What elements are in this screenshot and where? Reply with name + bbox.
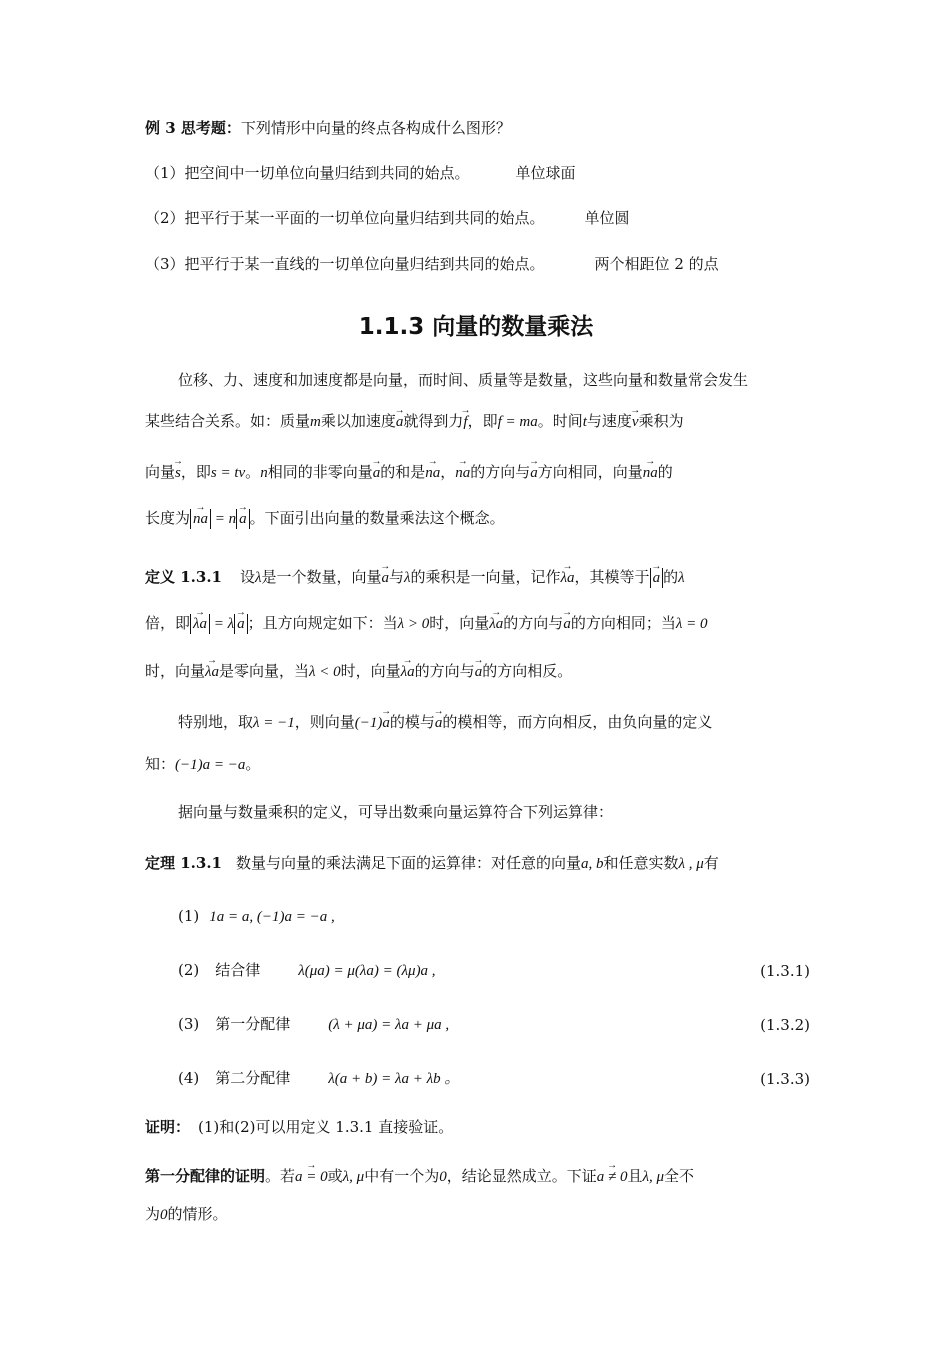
- text-fragment: 的情形。: [167, 1205, 228, 1223]
- text-fragment: 就得到力: [403, 412, 464, 430]
- text-fragment: 的模相等，而方向相反，由负向量的定义: [442, 713, 713, 731]
- text-fragment: 的方向与: [414, 662, 475, 680]
- text-fragment: λ: [678, 570, 685, 586]
- example3-item-1: [145, 163, 576, 183]
- text-fragment: 。时间: [537, 412, 583, 430]
- example3-item-2: [145, 208, 630, 228]
- text-fragment: → na: [643, 463, 658, 483]
- text-fragment: (2): [178, 961, 200, 979]
- law-4: [178, 1068, 459, 1089]
- text-fragment: 是零向量，当: [219, 662, 310, 680]
- text-fragment: 第一分配律: [215, 1015, 291, 1033]
- text-fragment: 和任意实数: [603, 854, 679, 872]
- text-fragment: (4): [178, 1069, 200, 1087]
- text-fragment: → a: [396, 412, 404, 432]
- proof2-label: 第一分配律的证明: [145, 1167, 266, 1185]
- special-line-1: [178, 712, 712, 733]
- text-fragment: 0: [160, 1207, 168, 1223]
- text-fragment: → λa: [401, 662, 415, 682]
- text-fragment: λ = −1: [253, 715, 295, 731]
- text-fragment: 长度为: [145, 509, 191, 527]
- text-fragment: (1)和(2)可以用定义 1.3.1 直接验证。: [198, 1118, 454, 1136]
- text-fragment: n: [260, 465, 268, 481]
- definition-line-2: [145, 613, 707, 634]
- example3-heading: [145, 118, 511, 138]
- text-fragment: 乘以加速度: [320, 412, 396, 430]
- text-fragment: = λ: [210, 616, 235, 632]
- text-fragment: 。: [245, 463, 261, 481]
- text-fragment: → a: [650, 568, 664, 588]
- text-fragment: (1): [178, 907, 200, 925]
- text-fragment: 。若: [265, 1167, 296, 1185]
- text-fragment: → λa: [190, 614, 210, 634]
- text-fragment: 1a = a, (−1)a = −a ,: [209, 909, 335, 925]
- text-fragment: ，即: [467, 412, 498, 430]
- text-fragment: → a: [382, 713, 390, 733]
- item-answer: 单位球面: [515, 164, 576, 182]
- text-fragment: a, b: [581, 856, 604, 872]
- eq-number-2: (1.3.2): [760, 1016, 810, 1034]
- text-fragment: → a: [530, 463, 538, 483]
- text-fragment: 的方向相反。: [482, 662, 573, 680]
- intro-line-1: 位移、力、速度和加速度都是向量，而时间、质量等是数量，这些向量和数量常会发生: [178, 371, 749, 389]
- text-fragment: ，即: [180, 463, 211, 481]
- text-fragment: 结合律: [215, 961, 261, 979]
- text-fragment: 知：: [145, 755, 176, 773]
- text-fragment: → a: [563, 614, 571, 634]
- intro-line-2: [145, 411, 684, 432]
- text-fragment: 向量: [145, 463, 176, 481]
- proof-line: [145, 1117, 453, 1137]
- text-fragment: → a: [236, 509, 250, 529]
- text-fragment: λ, μ: [342, 1169, 365, 1185]
- theorem-line: [145, 853, 719, 874]
- text-fragment: 的方向与: [503, 614, 564, 632]
- text-fragment: ，其模等于: [574, 568, 650, 586]
- text-fragment: λ, μ: [642, 1169, 665, 1185]
- text-fragment: → λa: [561, 568, 575, 588]
- definition-line-3: [145, 661, 572, 682]
- text-fragment: 有: [703, 854, 719, 872]
- text-fragment: → s: [175, 463, 181, 483]
- text-fragment: 为: [145, 1205, 161, 1223]
- text-fragment: 的: [663, 568, 679, 586]
- text-fragment: 相同的非零向量: [267, 463, 373, 481]
- text-fragment: → f: [463, 412, 467, 432]
- law-2: [178, 960, 436, 981]
- text-fragment: 。下面引出向量的数量乘法这个概念。: [249, 509, 505, 527]
- text-fragment: (3): [178, 1015, 200, 1033]
- example3-label: 例 3 思考题：: [145, 119, 241, 137]
- text-fragment: 与: [389, 568, 405, 586]
- item-answer: 单位圆: [584, 209, 630, 227]
- text-fragment: λ > 0: [397, 616, 430, 632]
- text-fragment: 的方向相同；当: [570, 614, 676, 632]
- section-title: 1.1.3 向量的数量乘法: [358, 314, 594, 340]
- intro-line-4: [145, 508, 505, 529]
- text-fragment: ，结论显然成立。下证: [446, 1167, 597, 1185]
- text-fragment: 的: [657, 463, 673, 481]
- text-fragment: → λa: [489, 614, 503, 634]
- text-fragment: 中有一个为: [364, 1167, 440, 1185]
- text-fragment: f = ma: [497, 414, 538, 430]
- text-fragment: = n: [211, 511, 237, 527]
- text-fragment: 特别地，取: [178, 713, 254, 731]
- text-fragment: 是一个数量，向量: [261, 568, 382, 586]
- rules-intro: 据向量与数量乘积的定义，可导出数乘向量运算符合下列运算律：: [178, 803, 614, 821]
- text-fragment: 且: [627, 1167, 643, 1185]
- text-fragment: m: [310, 414, 321, 430]
- text-fragment: 设: [239, 568, 255, 586]
- text-fragment: t: [582, 414, 587, 430]
- text-fragment: 的和是: [380, 463, 426, 481]
- text-fragment: → a: [373, 463, 381, 483]
- definition-line-1: [145, 567, 685, 588]
- text-fragment: → a: [435, 713, 443, 733]
- example3-question: 下列情形中向量的终点各构成什么图形？: [240, 119, 511, 137]
- definition-label: 定义 1.3.1: [145, 568, 222, 586]
- intro-line-3: [145, 462, 673, 483]
- text-fragment: → na: [425, 463, 440, 483]
- text-fragment: 时，向量: [340, 662, 401, 680]
- text-fragment: → a ≠ 0: [597, 1167, 628, 1187]
- text-fragment: 全不: [664, 1167, 695, 1185]
- text-fragment: 的乘积是一向量，记作: [410, 568, 561, 586]
- text-fragment: (−1)a = −a: [175, 757, 246, 773]
- text-fragment: ；且方向规定如下：当: [247, 614, 398, 632]
- text-fragment: 第二分配律: [215, 1069, 291, 1087]
- law-3: [178, 1014, 449, 1035]
- text-fragment: 倍，即: [145, 614, 191, 632]
- text-fragment: s = tv: [210, 465, 246, 481]
- law-1: [178, 906, 335, 927]
- text-fragment: → a: [475, 662, 483, 682]
- special-line-2: [145, 754, 260, 775]
- text-fragment: 。: [245, 755, 261, 773]
- item-answer: 两个相距位 2 的点: [594, 255, 719, 273]
- text-fragment: (λ + μa) = λa + μa ,: [328, 1017, 450, 1033]
- text-fragment: → na: [455, 463, 470, 483]
- text-fragment: 乘积为: [638, 412, 684, 430]
- text-fragment: → a = 0: [295, 1167, 328, 1187]
- text-fragment: 与速度: [586, 412, 632, 430]
- text-fragment: λ , μ: [678, 856, 704, 872]
- proof-label: 证明：: [145, 1118, 191, 1136]
- eq-number-1: (1.3.1): [760, 962, 810, 980]
- proof2-line-1: [145, 1166, 694, 1187]
- text-fragment: λ(a + b) = λa + λb 。: [328, 1071, 460, 1087]
- text-fragment: ，: [440, 463, 456, 481]
- text-fragment: λ: [255, 570, 262, 586]
- text-fragment: (−1): [354, 715, 383, 731]
- text-fragment: → v: [632, 412, 639, 432]
- text-fragment: 时，向量: [145, 662, 206, 680]
- text-fragment: 数量与向量的乘法满足下面的运算律：对任意的向量: [235, 854, 581, 872]
- text-fragment: 方向相同，向量: [537, 463, 643, 481]
- eq-number-3: (1.3.3): [760, 1070, 810, 1088]
- example3-item-3: [145, 254, 719, 274]
- item-text: （1）把空间中一切单位向量归结到共同的始点。: [145, 164, 470, 182]
- text-fragment: 的方向与: [470, 463, 531, 481]
- text-fragment: 时，向量: [429, 614, 490, 632]
- text-fragment: λ = 0: [675, 616, 708, 632]
- item-text: （2）把平行于某一平面的一切单位向量归结到共同的始点。: [145, 209, 545, 227]
- text-fragment: λ(μa) = μ(λa) = (λμ)a ,: [298, 963, 436, 979]
- text-fragment: → na: [190, 509, 211, 529]
- text-fragment: λ: [404, 570, 411, 586]
- text-fragment: → a: [234, 614, 248, 634]
- text-fragment: → λa: [205, 662, 219, 682]
- text-fragment: λ < 0: [309, 664, 341, 680]
- text-fragment: → a: [382, 568, 390, 588]
- item-text: （3）把平行于某一直线的一切单位向量归结到共同的始点。: [145, 255, 545, 273]
- text-fragment: 或: [327, 1167, 343, 1185]
- theorem-label: 定理 1.3.1: [145, 854, 222, 872]
- text-fragment: ，则向量: [294, 713, 355, 731]
- proof2-line-2: [145, 1204, 228, 1225]
- text-fragment: 0: [439, 1169, 447, 1185]
- text-fragment: 某些结合关系。如：质量: [145, 412, 311, 430]
- text-fragment: 的模与: [389, 713, 435, 731]
